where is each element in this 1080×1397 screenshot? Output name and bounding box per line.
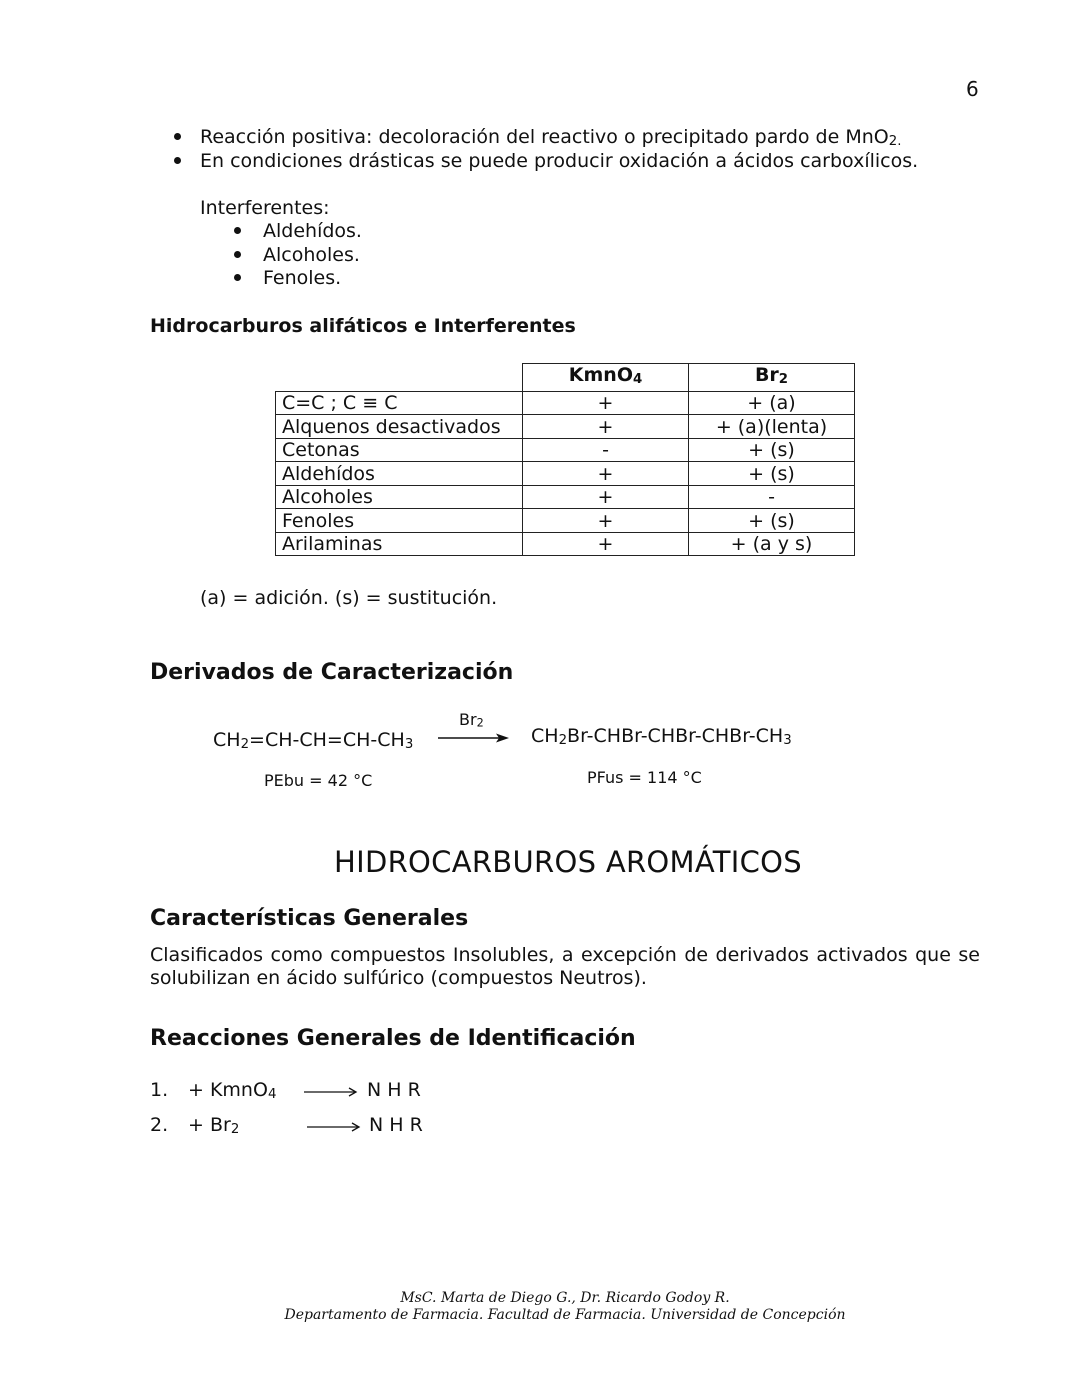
- section-heading: Características Generales: [150, 906, 469, 931]
- row-label: Fenoles: [276, 509, 523, 533]
- reaction-arrow-icon: [436, 732, 512, 744]
- table-row: [276, 485, 855, 509]
- footer-authors: MsC. Marta de Diego G., Dr. Ricardo Godoy R.: [400, 1290, 730, 1306]
- column-header-kmno4: KmnO4: [523, 364, 689, 392]
- bullet-text: En condiciones drásticas se puede producir oxidación a ácidos carboxílicos.: [200, 150, 919, 172]
- interferente-text: Alcoholes.: [263, 244, 360, 266]
- footer: [0, 1290, 1080, 1324]
- bullet-item: [170, 126, 901, 153]
- cell-br2: -: [689, 485, 855, 509]
- reactions-table: [275, 363, 855, 556]
- cell-kmno4: +: [523, 509, 689, 533]
- reaction-result: N H R: [367, 1079, 421, 1101]
- row-label: Alquenos desactivados: [276, 415, 523, 439]
- interferente-item: [230, 267, 341, 290]
- bullet-icon: [170, 126, 200, 149]
- cell-br2: + (a y s): [689, 532, 855, 556]
- cell-kmno4: +: [523, 485, 689, 509]
- row-label: Cetonas: [276, 438, 523, 462]
- bullet-icon: [230, 267, 263, 290]
- row-label: Aldehídos: [276, 462, 523, 486]
- table-header-row: [276, 364, 855, 392]
- cell-kmno4: +: [523, 391, 689, 415]
- section-heading: Hidrocarburos alifáticos e Interferentes: [150, 315, 576, 337]
- cell-br2: + (s): [689, 462, 855, 486]
- footer-institution: Departamento de Farmacia. Facultad de Farmacia. Universidad de Concepción: [284, 1307, 846, 1323]
- bullet-item: [170, 150, 918, 173]
- table-row: [276, 509, 855, 533]
- bullet-icon: [170, 150, 200, 173]
- reaction-item: 2. + Br2: [150, 1114, 240, 1137]
- cell-br2: + (s): [689, 438, 855, 462]
- characteristics-text: Clasificados como compuestos Insolubles, a excepción de derivados activados que se solubilizan en ácido sulfúrico (compuestos Neutros).: [150, 944, 980, 989]
- interferente-item: [230, 220, 362, 243]
- row-label: Arilaminas: [276, 532, 523, 556]
- cell-br2: + (s): [689, 509, 855, 533]
- reagent-label: Br2: [459, 710, 484, 730]
- cell-kmno4: +: [523, 532, 689, 556]
- reaction-reagent: + Br: [188, 1114, 231, 1136]
- cell-kmno4: -: [523, 438, 689, 462]
- subscript: 2.: [888, 133, 902, 149]
- interferentes-label: Interferentes:: [200, 197, 330, 219]
- bullet-icon: [230, 244, 263, 267]
- table-row: [276, 391, 855, 415]
- table-row: [276, 415, 855, 439]
- table-row: [276, 532, 855, 556]
- column-header-br2: Br2: [689, 364, 855, 392]
- table-row: [276, 438, 855, 462]
- cell-kmno4: +: [523, 415, 689, 439]
- cell-kmno4: +: [523, 462, 689, 486]
- reaction-arrow-icon: [303, 1086, 359, 1098]
- bullet-icon: [230, 220, 263, 243]
- row-label: Alcoholes: [276, 485, 523, 509]
- section-heading: Reacciones Generales de Identificación: [150, 1026, 636, 1051]
- reactant-note: PEbu = 42 °C: [264, 771, 373, 790]
- reaction-reagent: + KmnO: [188, 1079, 268, 1101]
- reaction-item: 1. + KmnO4: [150, 1079, 277, 1102]
- table-row: [276, 462, 855, 486]
- reaction-result: N H R: [369, 1114, 423, 1136]
- bullet-text: Reacción positiva: decoloración del reactivo o precipitado pardo de MnO: [200, 126, 889, 148]
- reactant-formula: CH2=CH-CH=CH-CH3: [213, 729, 414, 752]
- page-number: 6: [966, 77, 979, 101]
- table-legend: (a) = adición. (s) = sustitución.: [200, 587, 498, 609]
- section-heading: Derivados de Caracterización: [150, 660, 514, 685]
- interferente-item: [230, 244, 360, 267]
- reaction-number: 2.: [150, 1114, 169, 1136]
- cell-br2: + (a): [689, 391, 855, 415]
- reaction-arrow-icon: [306, 1121, 362, 1133]
- product-note: PFus = 114 °C: [587, 768, 702, 787]
- row-label: C=C ; C ≡ C: [276, 391, 523, 415]
- interferente-text: Fenoles.: [263, 267, 342, 289]
- reaction-number: 1.: [150, 1079, 169, 1101]
- page-title: HIDROCARBUROS AROMÁTICOS: [334, 845, 802, 879]
- table-corner: [276, 364, 523, 392]
- product-formula: CH2Br-CHBr-CHBr-CHBr-CH3: [531, 725, 792, 748]
- cell-br2: + (a)(lenta): [689, 415, 855, 439]
- interferente-text: Aldehídos.: [263, 220, 362, 242]
